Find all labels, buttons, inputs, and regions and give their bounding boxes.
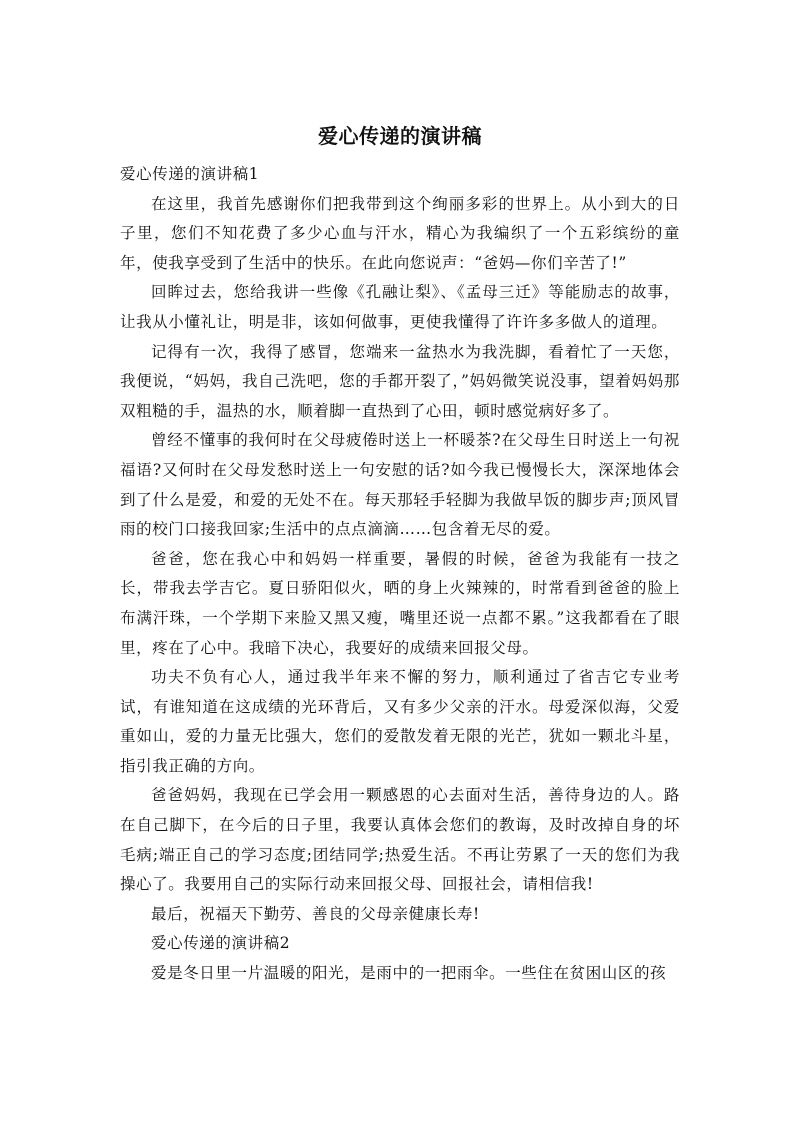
document-body: [120, 160, 680, 989]
section-heading-2: 爱心传递的演讲稿2: [151, 934, 291, 953]
paragraph-7: 爸爸妈妈，我现在已学会用一颗感恩的心去面对生活，善待身边的人。路在自己脚下，在今后的日子里，我要认真体会您们的教诲，及时改掉自身的坏毛病;端正自己的学习态度;团结同学;热爱生活。不再让劳累了一天的您们为我操心了。我要用自己的实际行动来回报父母、回报社会，请相信我!: [120, 786, 680, 894]
paragraph-2: 回眸过去，您给我讲一些像《孔融让梨》、《孟母三迁》等能励志的故事，让我从小懂礼让，明是非，该如何做事，更使我懂得了许许多多做人的道理。: [120, 283, 680, 331]
paragraph-9: 爱是冬日里一片温暖的阳光，是雨中的一把雨伞。一些住在贫困山区的孩: [151, 964, 667, 983]
paragraph-6: 功夫不负有心人，通过我半年来不懈的努力，顺利通过了省吉它专业考试，有谁知道在这成绩的光环背后，又有多少父亲的汗水。母爱深似海，父爱重如山，爱的力量无比强大，您们的爱散发着无限的光芒，犹如一颗北斗星，指引我正确的方向。: [120, 668, 680, 775]
paragraph-3: 记得有一次，我得了感冒，您端来一盆热水为我洗脚，看着忙了一天您，我便说，“妈妈，我自己洗吧，您的手都开裂了，”妈妈微笑说没事，望着妈妈那双粗糙的手，温热的水，顺着脚一直热到了心田，顿时感觉病好多了。: [120, 342, 680, 420]
paragraph-8: 最后，祝福天下勤劳、善良的父母亲健康长寿!: [151, 904, 480, 923]
section-heading-1: 爱心传递的演讲稿1: [120, 165, 260, 183]
paragraph-5: 爸爸，您在我心中和妈妈一样重要，暑假的时候，爸爸为我能有一技之长，带我去学吉它。夏日骄阳似火，晒的身上火辣辣的，时常看到爸爸的脸上布满汗珠，一个学期下来脸又黑又瘦，嘴里还说一点都不累。”这我都看在了眼里，疼在了心中。我暗下决心，我要好的成绩来回报父母。: [120, 549, 680, 657]
document-title: 爱心传递的演讲稿: [318, 124, 482, 148]
paragraph-4: 曾经不懂事的我何时在父母疲倦时送上一杯暖茶?在父母生日时送上一句祝福语?又何时在父母发愁时送上一句安慰的话?如今我已慢慢长大，深深地体会到了什么是爱，和爱的无处不在。每天那轻手轻脚为我做早饭的脚步声;顶风冒雨的校门口接我回家;生活中的点点滴滴……包含着无尽的爱。: [120, 431, 680, 539]
paragraph-1: 在这里，我首先感谢你们把我带到这个绚丽多彩的世界上。从小到大的日子里，您们不知花费了多少心血与汗水，精心为我编织了一个五彩缤纷的童年，使我享受到了生活中的快乐。在此向您说声：“爸妈—你们辛苦了!”: [120, 194, 680, 272]
